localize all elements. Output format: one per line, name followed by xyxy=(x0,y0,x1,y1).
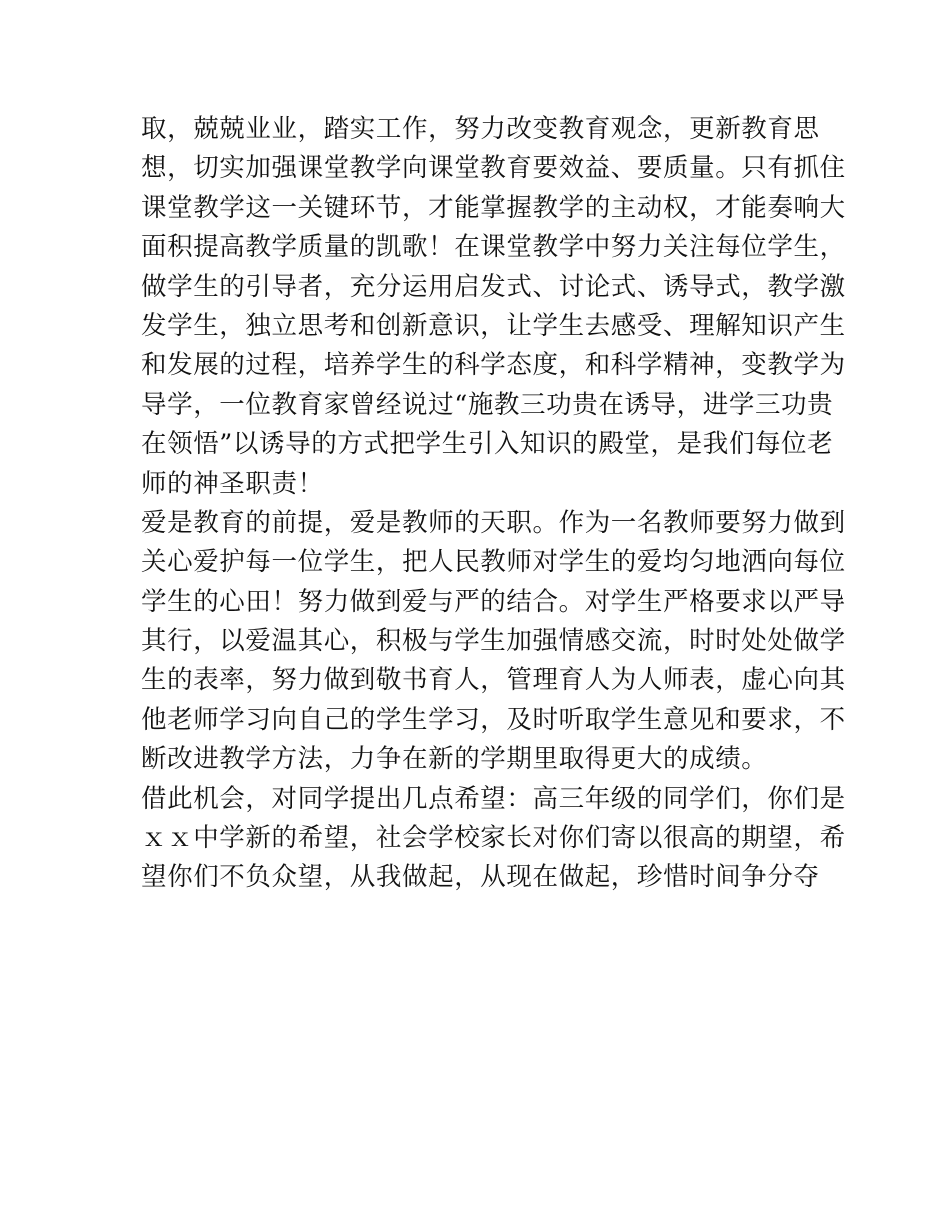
text-line: 做学生的引导者，充分运用启发式、讨论式、诱导式，教学激 xyxy=(141,271,846,302)
text-line: 关心爱护每一位学生，把人民教师对学生的爱均匀地洒向每位 xyxy=(141,547,846,578)
text-line: 生的表率，努力做到敬书育人，管理育人为人师表，虚心向其 xyxy=(141,665,846,696)
text-line: 取，兢兢业业，踏实工作，努力改变教育观念，更新教育思 xyxy=(141,114,820,144)
text-line: 学生的心田！努力做到爱与严的结合。对学生严格要求以严导 xyxy=(141,586,846,617)
text-line: 想，切实加强课堂教学向课堂教育要效益、要质量。只有抓住 xyxy=(141,153,846,184)
text-line: 望你们不负众望，从我做起，从现在做起，珍惜时间争分夺 xyxy=(141,862,820,893)
text-line: 面积提高教学质量的凯歌！在课堂教学中努力关注每位学生， xyxy=(141,232,846,263)
text-line: 和发展的过程，培养学生的科学态度，和科学精神，变教学为 xyxy=(141,350,846,381)
body-text xyxy=(141,110,846,898)
text-line: 断改进教学方法，力争在新的学期里取得更大的成绩。 xyxy=(141,744,768,775)
text-line: 在领悟”以诱导的方式把学生引入知识的殿堂，是我们每位老 xyxy=(141,429,834,460)
text-line: 他老师学习向自己的学生学习，及时听取学生意见和要求，不 xyxy=(141,704,846,735)
text-line: 其行，以爱温其心，积极与学生加强情感交流，时时处处做学 xyxy=(141,626,846,657)
text-line: ｘｘ中学新的希望，社会学校家长对你们寄以很高的期望，希 xyxy=(141,823,846,854)
text-line: 发学生，独立思考和创新意识，让学生去感受、理解知识产生 xyxy=(141,310,846,341)
text-line: 导学，一位教育家曾经说过“施教三功贵在诱导，进学三功贵 xyxy=(141,389,834,420)
text-line: 课堂教学这一关键环节，才能掌握教学的主动权，才能奏响大 xyxy=(141,192,846,223)
text-line: 师的神圣职责！ xyxy=(141,468,324,499)
text-line: 借此机会，对同学提出几点希望：高三年级的同学们，你们是 xyxy=(141,783,846,814)
text-line: 爱是教育的前提，爱是教师的天职。作为一名教师要努力做到 xyxy=(141,507,846,538)
